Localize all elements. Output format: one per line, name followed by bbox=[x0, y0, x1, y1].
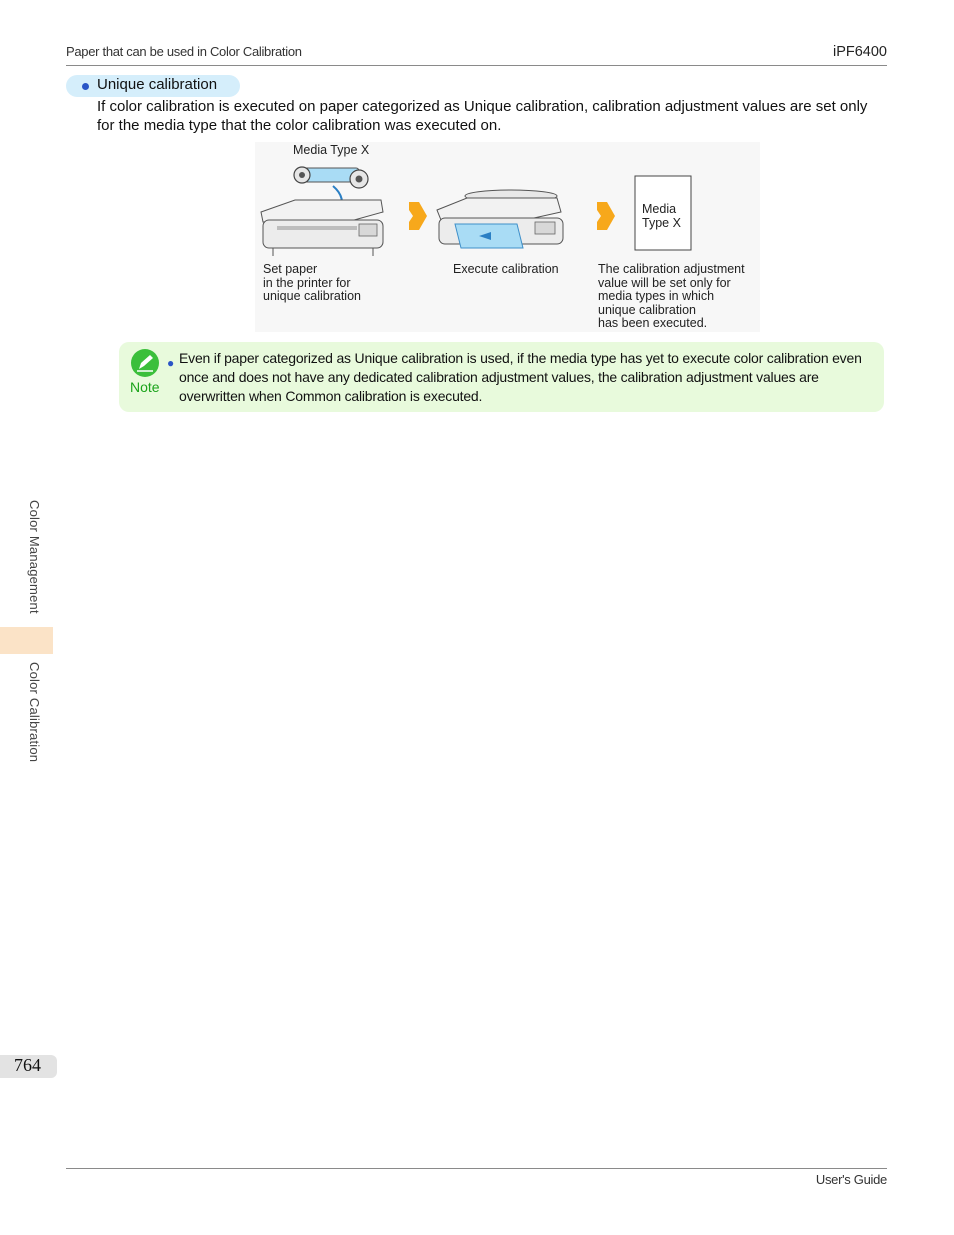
note-label: Note bbox=[130, 379, 160, 395]
page-number: 764 bbox=[14, 1055, 41, 1075]
header-model: iPF6400 bbox=[832, 44, 887, 60]
arrow-icon bbox=[409, 202, 427, 230]
footer-guide: User's Guide bbox=[815, 1172, 887, 1187]
step2-caption: Execute calibration bbox=[453, 262, 559, 276]
step1-caption: Set paper in the printer for unique calibration bbox=[263, 262, 361, 303]
note-bullet-icon: ● bbox=[167, 356, 175, 370]
arrow-icon bbox=[597, 202, 615, 230]
calibration-figure bbox=[255, 142, 760, 332]
sheet-label: Media Type X bbox=[642, 202, 681, 230]
section-heading: Unique calibration bbox=[97, 76, 218, 93]
pencil-icon bbox=[131, 349, 159, 377]
side-chapter-label[interactable]: Color Management bbox=[27, 500, 42, 614]
side-subchapter-label[interactable]: Color Calibration bbox=[27, 662, 42, 763]
note-text: Even if paper categorized as Unique calibration is used, if the media type has yet to execute color calibration even once and does not have any dedicated calibration adjustment values, the calibration adjustment values are overwritten when Common calibration is executed. bbox=[179, 350, 862, 404]
media-type-label: Media Type X bbox=[293, 143, 370, 157]
header-rule bbox=[66, 65, 887, 66]
section-paragraph: If color calibration is executed on paper categorized as Unique calibration, calibration adjustment values are set only for the media type that the color calibration was executed on. bbox=[97, 98, 868, 134]
calibration-illustration bbox=[255, 160, 760, 260]
printer-2-icon bbox=[437, 190, 563, 248]
header-section-title: Paper that can be used in Color Calibration bbox=[66, 44, 302, 59]
footer-rule bbox=[66, 1168, 887, 1169]
bullet-icon bbox=[82, 83, 89, 90]
step3-caption: The calibration adjustment value will be set only for media types in which unique calibration has been executed. bbox=[598, 262, 745, 330]
side-active-tab bbox=[0, 627, 53, 654]
printer-1-icon bbox=[261, 200, 383, 256]
